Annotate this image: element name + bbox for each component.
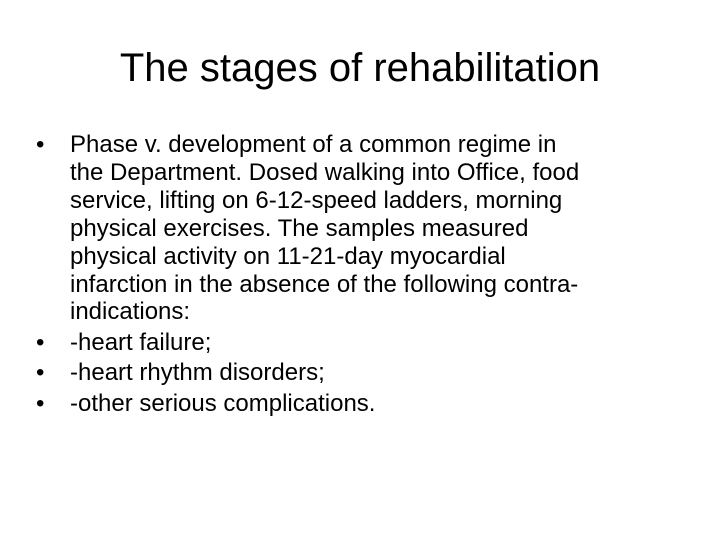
bullet-item (36, 131, 676, 326)
bullet-text-line: physical exercises. The samples measured (70, 214, 529, 242)
bullet-text-line: physical activity on 11-21-day myocardial (70, 242, 506, 270)
bullet-text-line: indications: (70, 298, 191, 326)
bullet-item (36, 390, 676, 418)
bullet-text-line: -heart rhythm disorders; (70, 359, 325, 387)
bullet-item (36, 329, 676, 357)
bullet-text-line: service, lifting on 6-12-speed ladders, morning (70, 186, 563, 214)
bullet-text-line: -heart failure; (70, 328, 212, 356)
bullet-icon: • (36, 131, 45, 158)
bullet-text-line: the Department. Dosed walking into Office, food (70, 158, 580, 186)
bullet-text-line: Phase v. development of a common regime in (70, 131, 557, 158)
bullet-icon: • (36, 328, 45, 356)
bullet-icon: • (36, 389, 45, 417)
slide-title: The stages of rehabilitation (119, 46, 601, 90)
bullet-list (36, 131, 676, 420)
bullet-icon: • (36, 359, 45, 387)
bullet-text-line: -other serious complications. (70, 389, 376, 417)
bullet-text-line: infarction in the absence of the following contra- (70, 270, 579, 298)
bullet-item (36, 359, 676, 387)
